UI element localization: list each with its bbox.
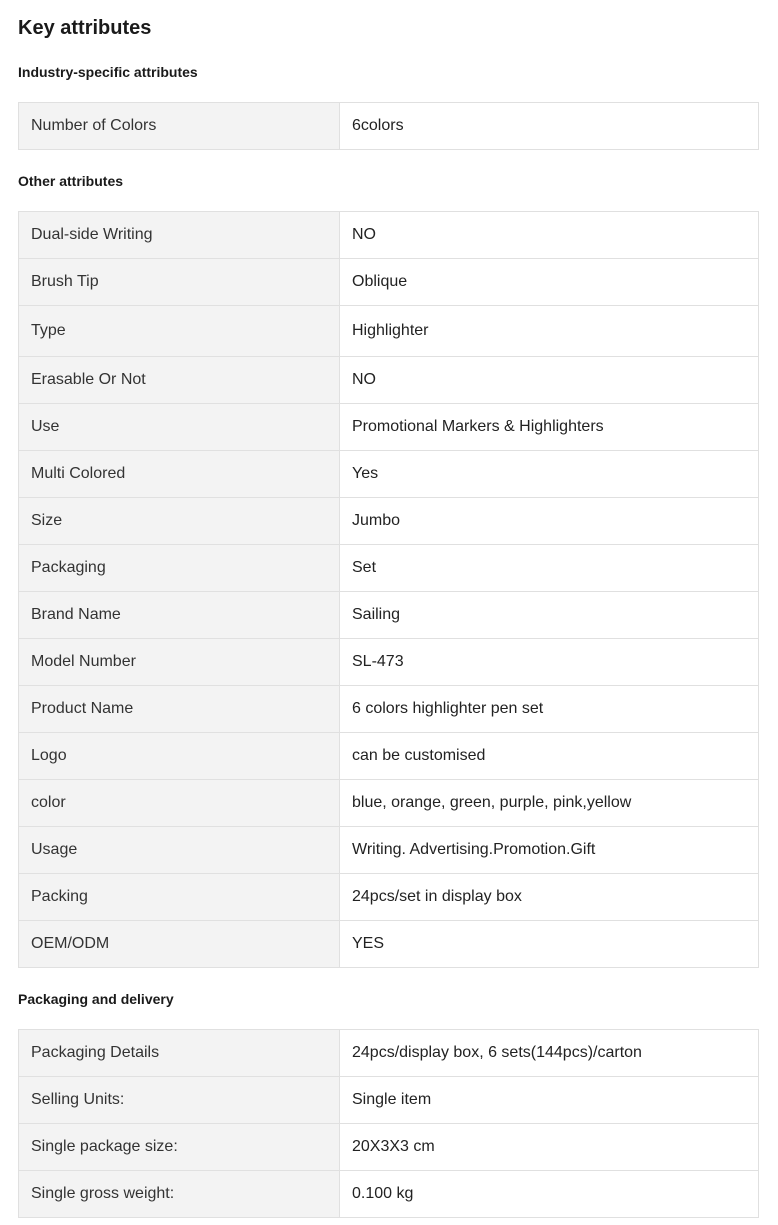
attribute-value: NO [340, 212, 759, 259]
attribute-value: NO [340, 357, 759, 404]
table-row [19, 357, 759, 404]
attribute-key: Single gross weight: [19, 1171, 340, 1218]
table-row [19, 686, 759, 733]
table-row [19, 306, 759, 357]
attribute-value: 24pcs/display box, 6 sets(144pcs)/carton [340, 1030, 759, 1077]
attribute-key: Size [19, 498, 340, 545]
attribute-key: Packaging [19, 545, 340, 592]
table-row [19, 592, 759, 639]
section-title-packaging-delivery: Packaging and delivery [18, 991, 174, 1007]
table-row [19, 498, 759, 545]
table-row [19, 921, 759, 968]
table-row [19, 1171, 759, 1218]
attribute-value: can be customised [340, 733, 759, 780]
attribute-key: Brand Name [19, 592, 340, 639]
attribute-key: Use [19, 404, 340, 451]
attribute-key: Usage [19, 827, 340, 874]
table-row [19, 874, 759, 921]
attribute-value: blue, orange, green, purple, pink,yellow [340, 780, 759, 827]
attribute-value: SL-473 [340, 639, 759, 686]
table-row [19, 780, 759, 827]
table-row [19, 259, 759, 306]
attribute-value: 0.100 kg [340, 1171, 759, 1218]
attribute-key: Dual-side Writing [19, 212, 340, 259]
attribute-key: Selling Units: [19, 1077, 340, 1124]
table-row [19, 451, 759, 498]
attribute-value: Writing. Advertising.Promotion.Gift [340, 827, 759, 874]
attribute-key: Type [19, 306, 340, 357]
attribute-value: 6 colors highlighter pen set [340, 686, 759, 733]
table-row [19, 1124, 759, 1171]
attribute-value: Oblique [340, 259, 759, 306]
attribute-value: 20X3X3 cm [340, 1124, 759, 1171]
attribute-key: Logo [19, 733, 340, 780]
attribute-key: Product Name [19, 686, 340, 733]
attribute-value: YES [340, 921, 759, 968]
attribute-key: OEM/ODM [19, 921, 340, 968]
attribute-value: Highlighter [340, 306, 759, 357]
table-row [19, 404, 759, 451]
attribute-value: Jumbo [340, 498, 759, 545]
page-title: Key attributes [18, 17, 152, 39]
attribute-value: Set [340, 545, 759, 592]
attribute-value: Yes [340, 451, 759, 498]
table-row [19, 733, 759, 780]
attribute-key: Packing [19, 874, 340, 921]
table-row [19, 212, 759, 259]
table-row [19, 545, 759, 592]
table-row [19, 1077, 759, 1124]
table-row [19, 103, 759, 150]
table-row [19, 639, 759, 686]
attribute-value: 6colors [340, 103, 759, 150]
attribute-key: Erasable Or Not [19, 357, 340, 404]
attribute-key: color [19, 780, 340, 827]
attribute-key: Number of Colors [19, 103, 340, 150]
industry-attributes-table [18, 102, 759, 150]
attribute-value: Promotional Markers & Highlighters [340, 404, 759, 451]
table-row [19, 1030, 759, 1077]
section-title-other: Other attributes [18, 173, 124, 189]
attribute-key: Packaging Details [19, 1030, 340, 1077]
attribute-key: Brush Tip [19, 259, 340, 306]
table-row [19, 827, 759, 874]
section-title-industry-specific: Industry-specific attributes [18, 64, 198, 80]
attribute-key: Model Number [19, 639, 340, 686]
attribute-value: Sailing [340, 592, 759, 639]
attribute-value: Single item [340, 1077, 759, 1124]
other-attributes-table [18, 211, 759, 968]
attribute-value: 24pcs/set in display box [340, 874, 759, 921]
packaging-delivery-table [18, 1029, 759, 1218]
attribute-key: Multi Colored [19, 451, 340, 498]
attribute-key: Single package size: [19, 1124, 340, 1171]
